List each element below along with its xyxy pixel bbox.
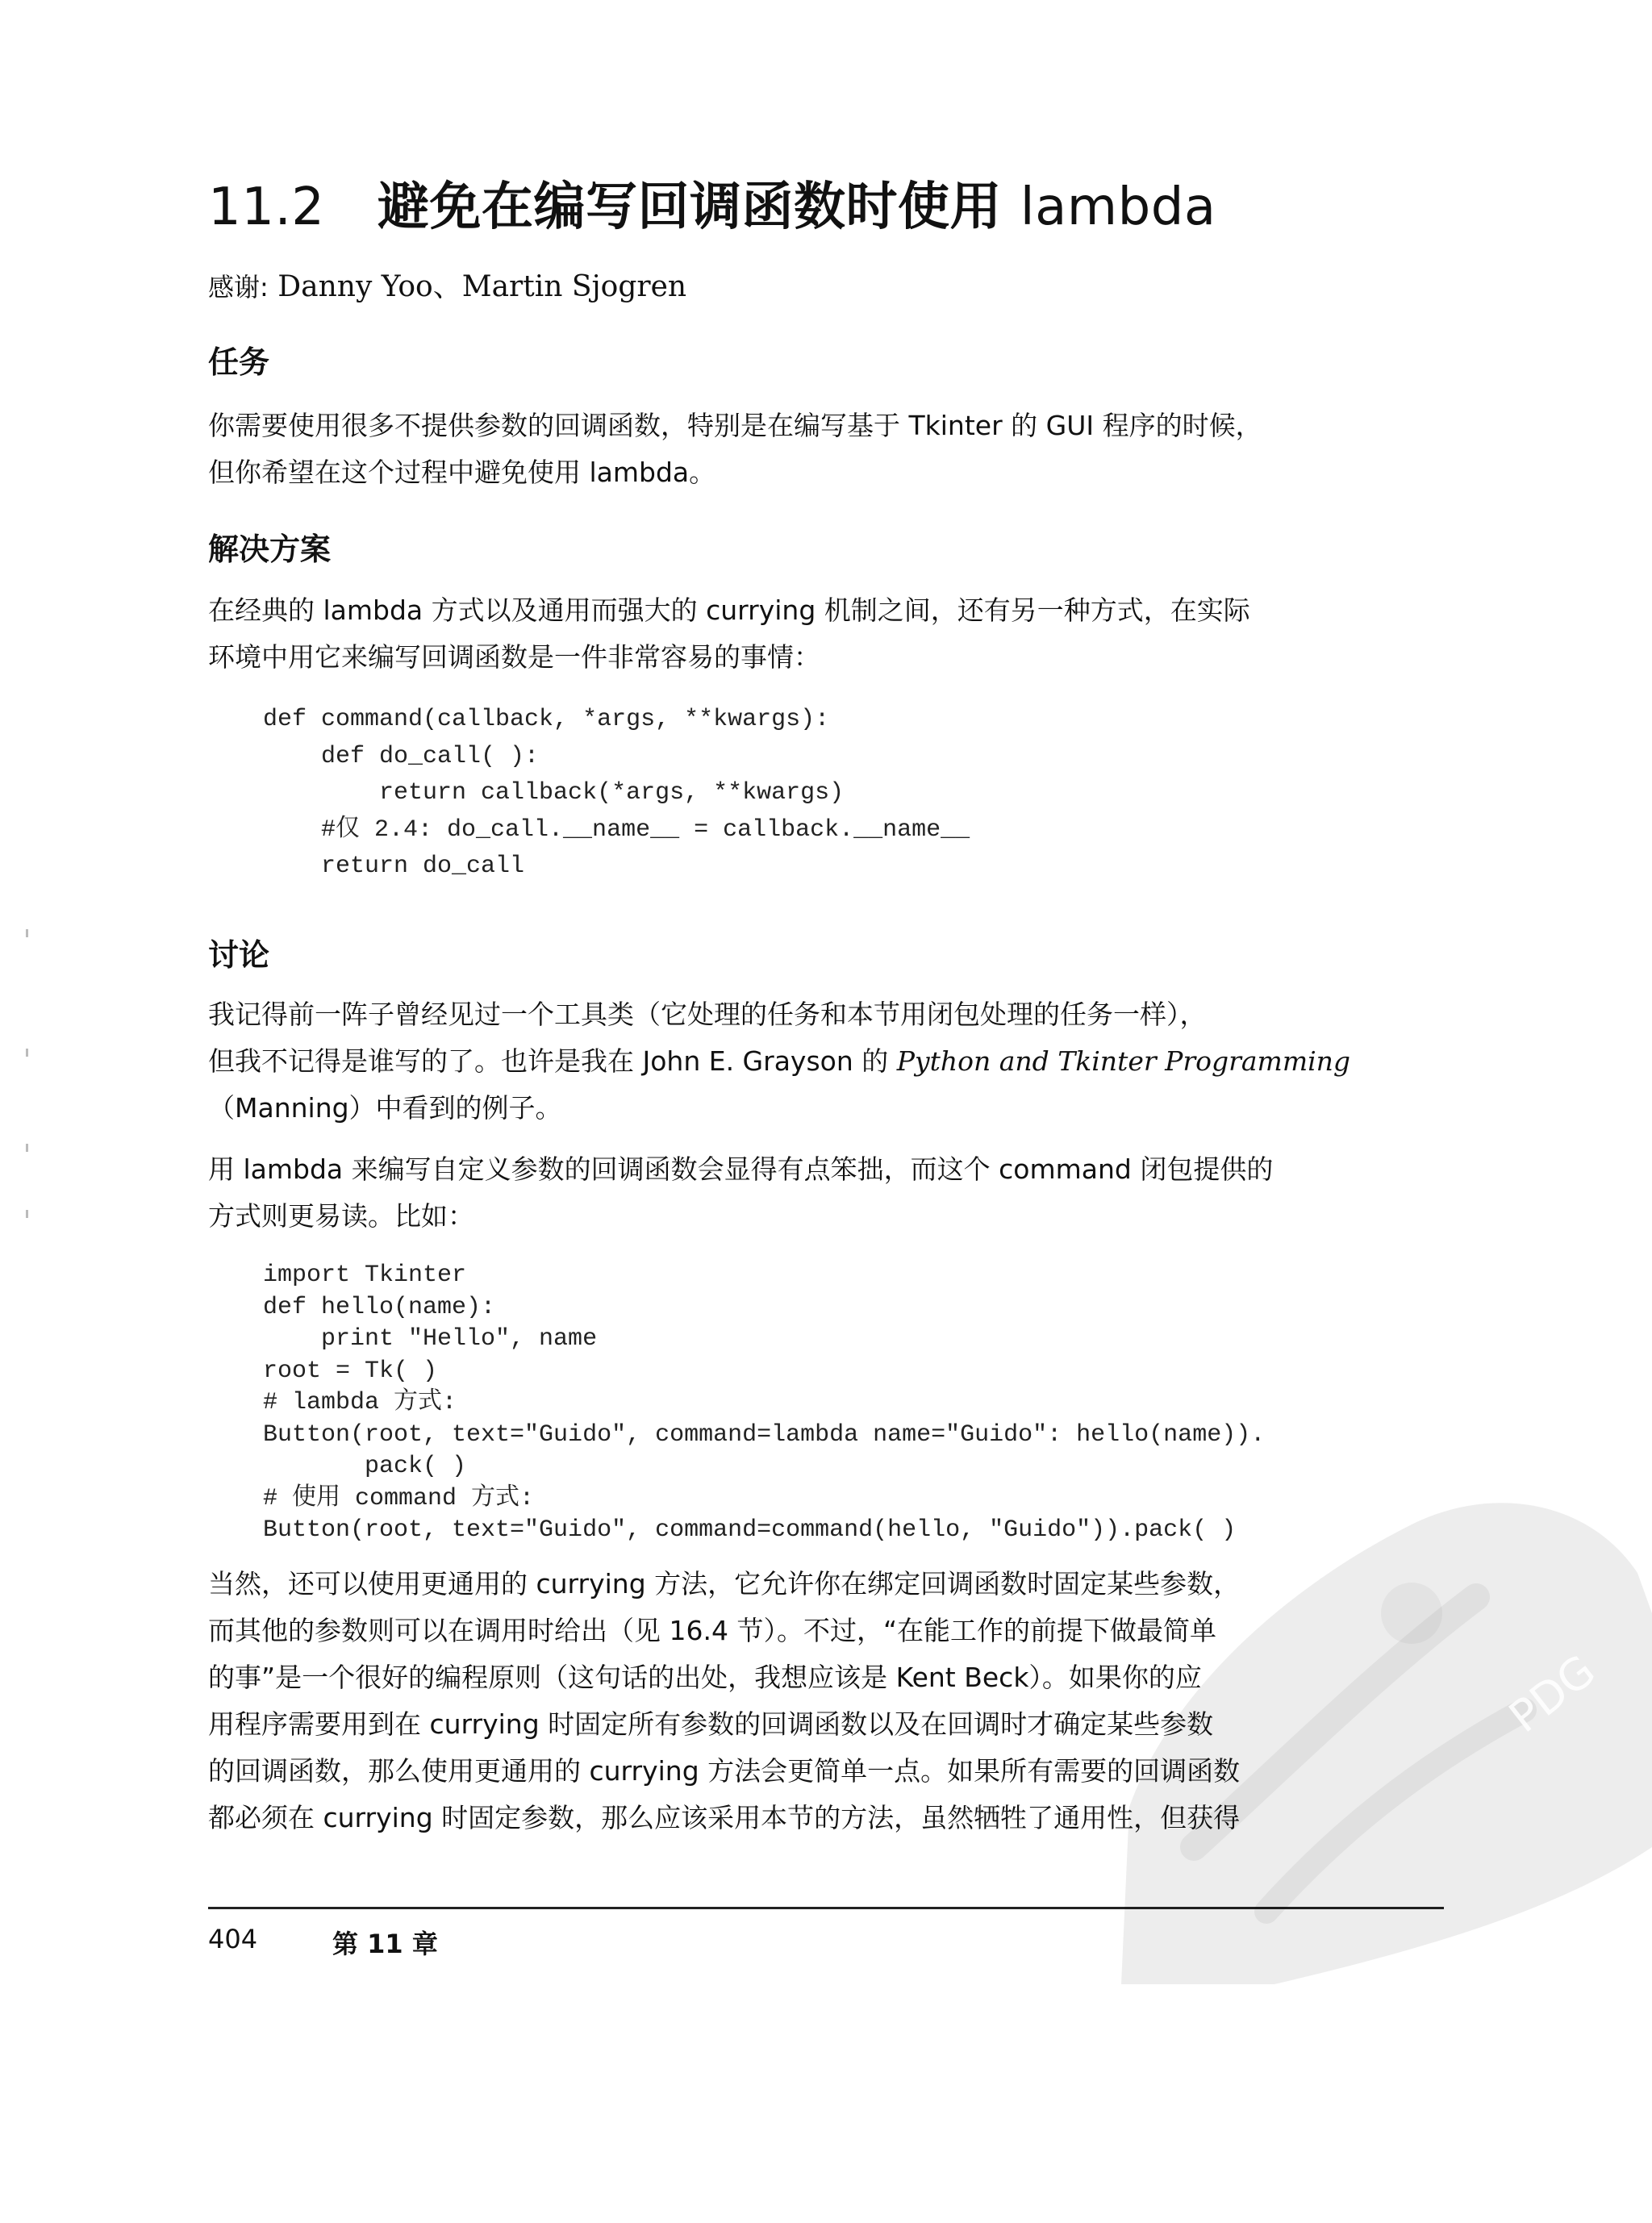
code-line: import Tkinter	[263, 1262, 467, 1289]
code-line: pack( )	[263, 1453, 467, 1480]
text-line: （Manning）中看到的例子。	[208, 1092, 562, 1124]
text-line: 用 lambda 来编写自定义参数的回调函数会显得有点笨拙，而这个 command 闭包提供的	[208, 1153, 1274, 1185]
text-line: 当然，还可以使用更通用的 currying 方法，它允许你在绑定回调函数时固定某些参数，	[208, 1568, 1241, 1599]
text-line: 用程序需要用到在 currying 时固定所有参数的回调函数以及在回调时才确定某些参数	[208, 1708, 1214, 1740]
code-line: # 使用 command 方式:	[263, 1484, 535, 1512]
solution-paragraph	[208, 587, 1442, 681]
discussion-paragraph-1	[208, 991, 1442, 1132]
text-line: 方式则更易读。比如：	[208, 1200, 474, 1232]
code-line: #仅 2.4: do_call.__name__ = callback.__name__	[263, 815, 970, 844]
code-line: def do_call( ):	[263, 742, 540, 770]
text-span: 但我不记得是谁写的了。也许是我在 John E. Grayson 的	[208, 1045, 897, 1077]
text-line: 而其他的参数则可以在调用时给出（见 16.4 节）。不过，“在能工作的前提下做最简单	[208, 1615, 1217, 1646]
text-line: 我记得前一阵子曾经见过一个工具类（它处理的任务和本节用闭包处理的任务一样），	[208, 999, 1207, 1030]
margin-tick	[26, 929, 28, 937]
margin-tick	[26, 1210, 28, 1218]
section-number: 11.2	[208, 177, 325, 237]
text-line: 在经典的 lambda 方式以及通用而强大的 currying 机制之间，还有另一种方式，在实际	[208, 594, 1250, 626]
code-line: return do_call	[263, 853, 525, 880]
code-line: return callback(*args, **kwargs)	[263, 779, 845, 807]
acknowledgement-names: Danny Yoo、Martin Sjogren	[277, 270, 687, 303]
watermark-seal	[1073, 1428, 1652, 1984]
text-line	[208, 1038, 1442, 1085]
acknowledgement-label: 感谢:	[208, 272, 269, 302]
code-line: Button(root, text="Guido", command=lambda name="Guido": hello(name)).	[263, 1420, 1266, 1449]
section-title	[208, 165, 1216, 240]
margin-tick	[26, 1049, 28, 1057]
solution-heading: 解决方案	[208, 532, 332, 567]
text-line: 你需要使用很多不提供参数的回调函数，特别是在编写基于 Tkinter 的 GUI 程序的时候，	[208, 410, 1262, 441]
code-line: def command(callback, *args, **kwargs):	[263, 706, 830, 733]
acknowledgement	[208, 264, 686, 305]
margin-tick	[26, 1144, 28, 1152]
discussion-heading: 讨论	[208, 937, 270, 973]
chapter-label: 第 11 章	[332, 1929, 438, 1959]
text-line: 的回调函数，那么使用更通用的 currying 方法会更简单一点。如果所有需要的回调函数	[208, 1755, 1241, 1787]
code-block-command	[263, 702, 970, 886]
text-line: 都必须在 currying 时固定参数，那么应该采用本节的方法，虽然牺牲了通用性，但获得	[208, 1802, 1241, 1833]
task-paragraph	[208, 402, 1442, 496]
text-line: 但你希望在这个过程中避免使用 lambda。	[208, 457, 716, 488]
page-number: 404	[208, 1924, 258, 1954]
code-line: # lambda 方式:	[263, 1389, 457, 1416]
text-line: 的事”是一个很好的编程原则（这句话的出处，我想应该是 Kent Beck）。如果你的应	[208, 1662, 1202, 1693]
task-heading: 任务	[208, 344, 270, 380]
book-title: Python and Tkinter Programming	[896, 1045, 1351, 1077]
code-line: root = Tk( )	[263, 1357, 438, 1385]
text-line: 环境中用它来编写回调函数是一件非常容易的事情：	[208, 641, 820, 673]
watermark-text: PDG	[1500, 1645, 1605, 1743]
code-line: def hello(name):	[263, 1293, 496, 1321]
discussion-paragraph-2	[208, 1146, 1442, 1240]
section-title-text: 避免在编写回调函数时使用	[378, 177, 1002, 237]
code-line: print "Hello", name	[263, 1325, 598, 1353]
code-line: Button(root, text="Guido", command=command(hello, "Guido")).pack( )	[263, 1516, 1237, 1544]
section-title-keyword: lambda	[1020, 177, 1216, 237]
